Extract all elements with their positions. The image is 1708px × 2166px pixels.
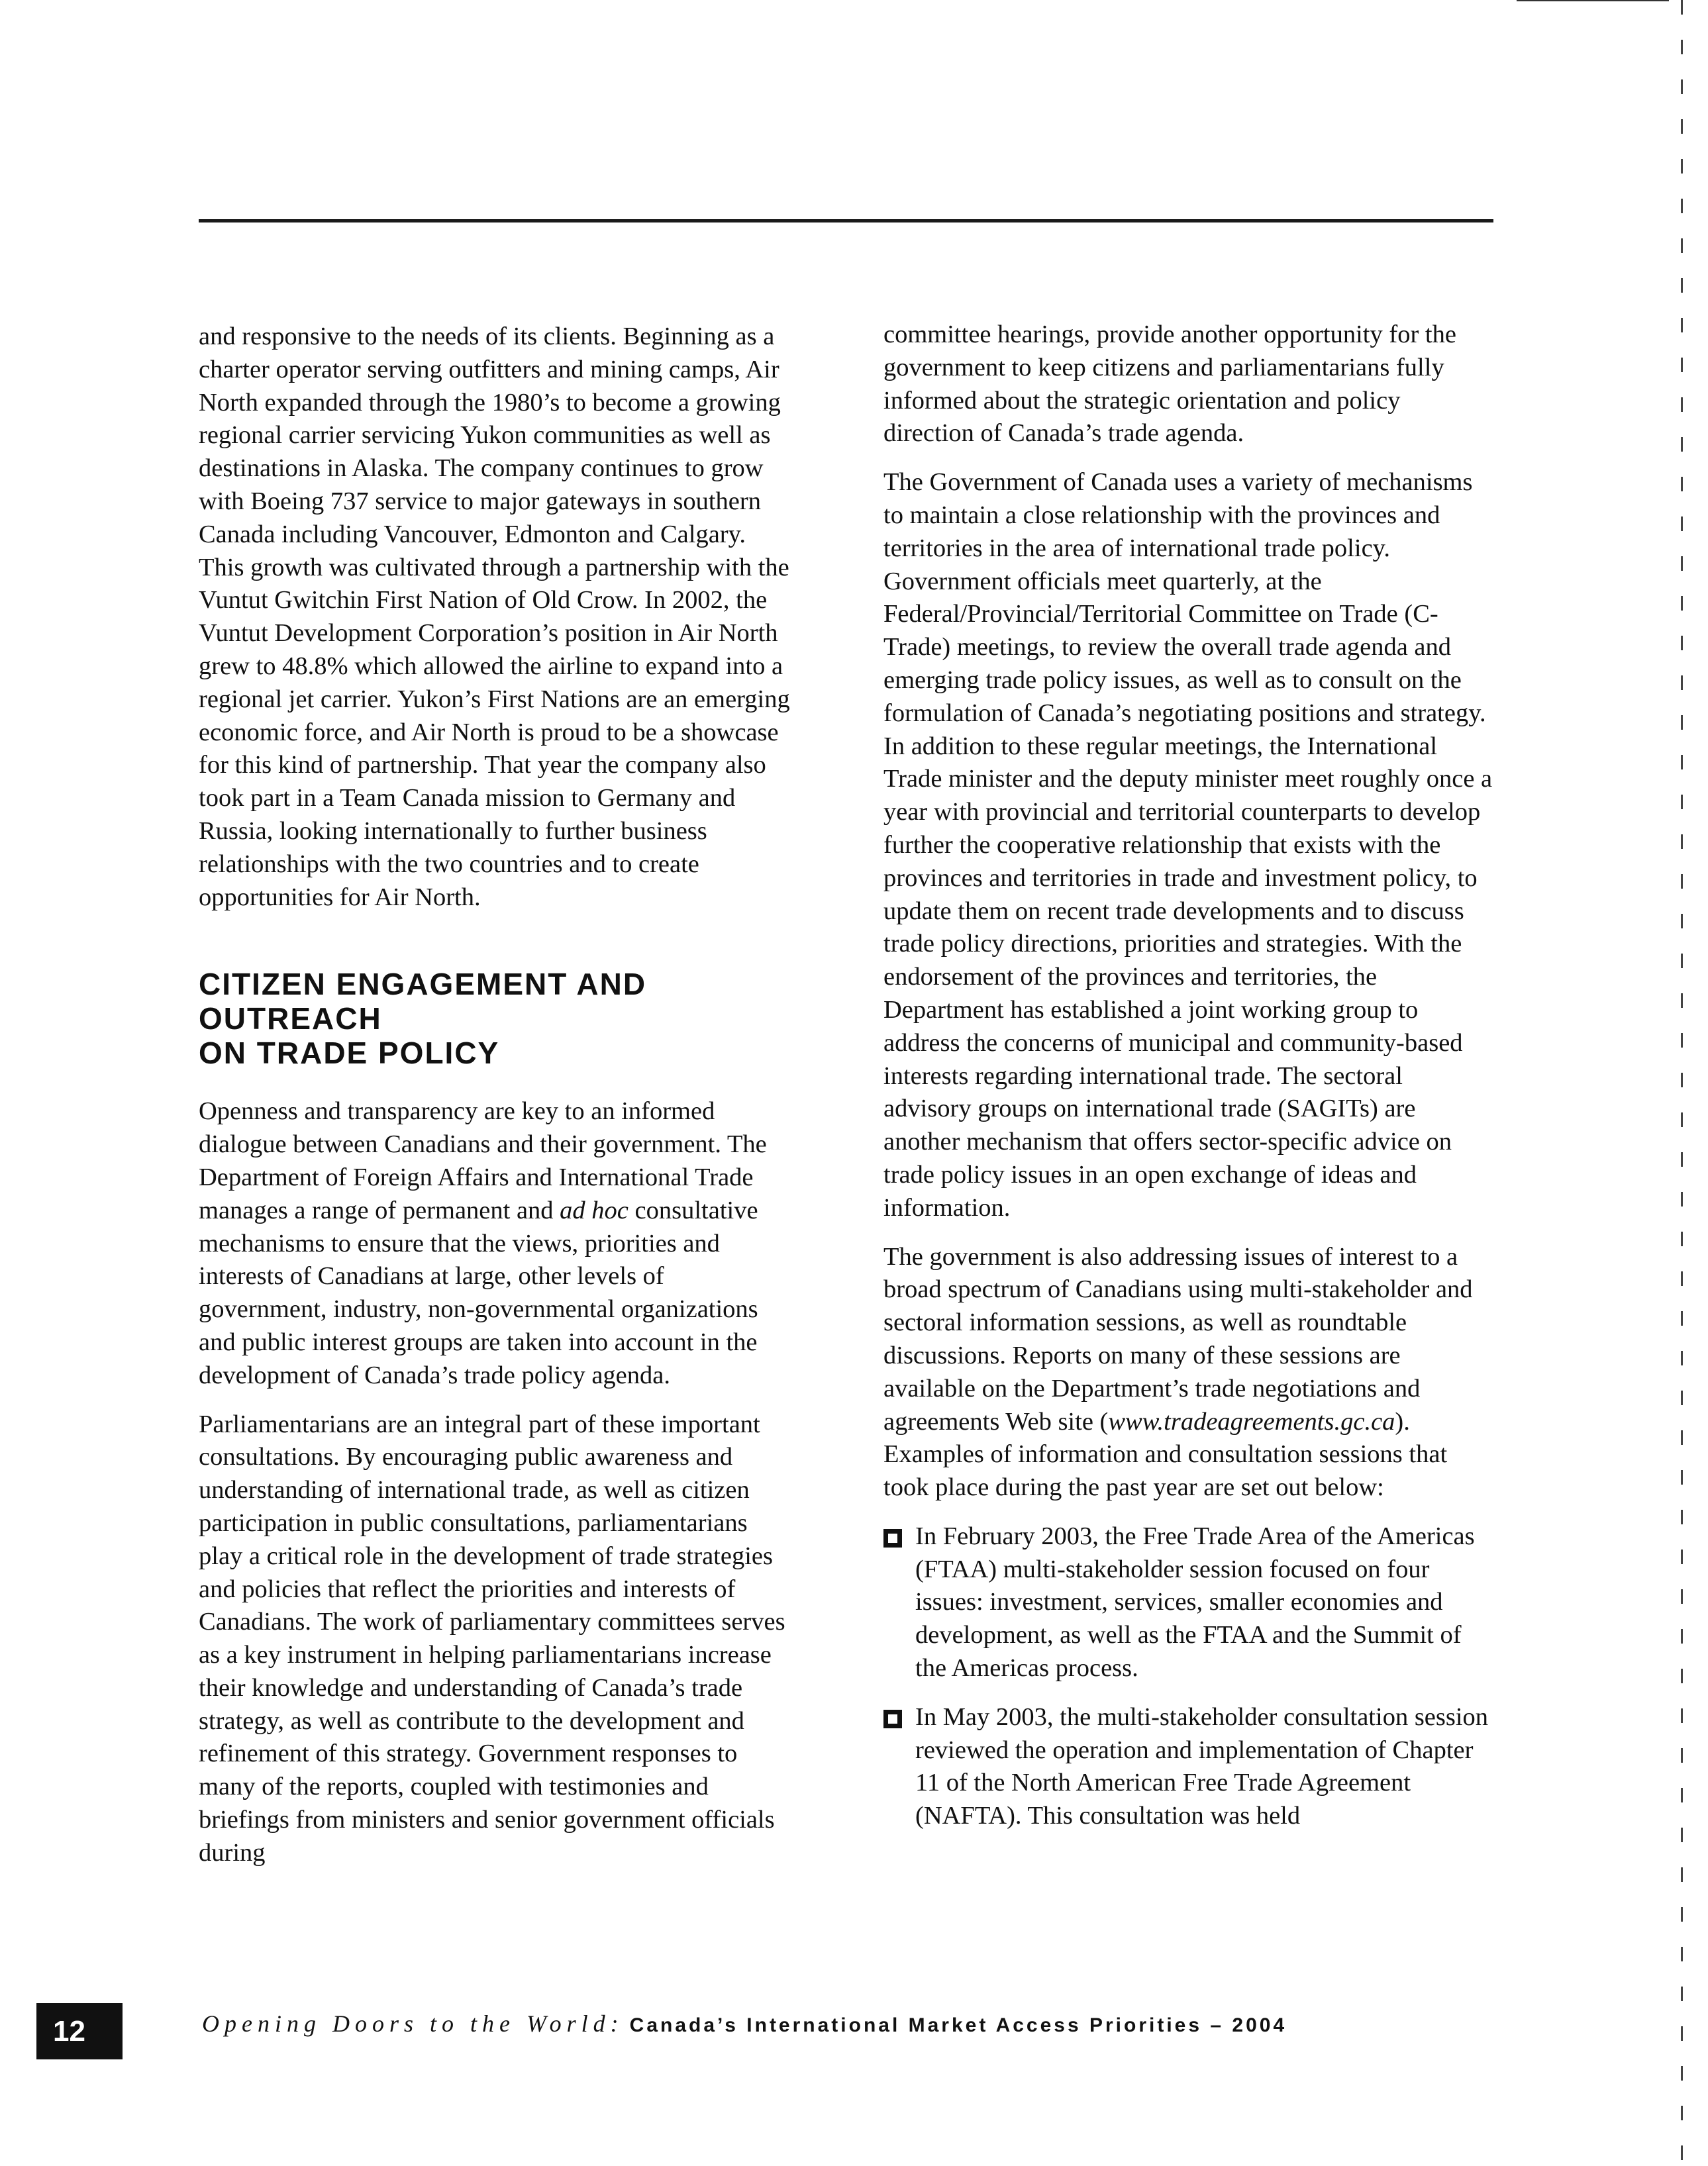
- right-paragraph-3-text-a: The government is also addressing issues of interest to a broad spectrum of Canadians using multi-stakeholder and sectoral information sessions, as well as roundtable discussions. Reports on many of these sessions are available on the Department’s trade negotiations and agreements Web site (: [883, 1242, 1473, 1436]
- list-item: [883, 1701, 1493, 1833]
- footer-subtitle: Canada’s International Market Access Priorities – 2004: [629, 2014, 1287, 2036]
- square-bullet-icon: [883, 1529, 902, 1548]
- consultation-list: [883, 1520, 1493, 1833]
- ad-hoc-italic: ad hoc: [560, 1196, 628, 1224]
- right-paragraph-3: [883, 1241, 1493, 1504]
- section-heading-line-2: ON TRADE POLICY: [199, 1036, 500, 1071]
- left-paragraph-2-text-b: consultative mechanisms to ensure that the views, priorities and interests of Canadians at large, other levels of government, industry, non-governmental organizations and public interest groups are taken into account in the development of Canada’s trade policy agenda.: [199, 1196, 758, 1389]
- section-heading: [199, 967, 795, 1070]
- left-paragraph-1: and responsive to the needs of its clients. Beginning as a charter operator serving outfitters and mining camps, Air North expanded through the 1980’s to become a growing regional carrier servicing Yukon communities as well as destinations in Alaska. The company continues to grow with Boeing 737 service to major gateways in southern Canada including Vancouver, Edmonton and Calgary. This growth was cultivated through a partnership with the Vuntut Gwitchin First Nation of Old Crow. In 2002, the Vuntut Development Corporation’s position in Air North grew to 48.8% which allowed the airline to expand into a regional jet carrier. Yukon’s First Nations are an emerging economic force, and Air North is proud to be a showcase for this kind of partnership. That year the company also took part in a Team Canada mission to Germany and Russia, looking internationally to further business relationships with the two countries and to create opportunities for Air North.: [199, 322, 790, 911]
- right-column: [883, 319, 1493, 1849]
- left-paragraph-2-text-a: Openness and transparency are key to an informed dialogue between Canadians and their government. The Department of Foreign Affairs and International Trade manages a range of permanent and: [199, 1097, 767, 1224]
- square-bullet-icon: [883, 1710, 902, 1728]
- corner-line: [1517, 0, 1669, 1]
- header-rule: [199, 219, 1493, 222]
- running-footer: [202, 2009, 1287, 2040]
- footer-title: Opening Doors to the World:: [202, 2010, 624, 2037]
- list-item: [883, 1520, 1493, 1685]
- list-item-text: In May 2003, the multi-stakeholder consultation session reviewed the operation and implementation of Chapter 11 of the North American Free Trade Agreement (NAFTA). This consultation was held: [915, 1702, 1489, 1830]
- right-paragraph-2: The Government of Canada uses a variety of mechanisms to maintain a close relationship with the provinces and territories in the area of international trade policy. Government officials meet quarterly, at the Federal/Provincial/Territorial Committee on Trade (C-Trade) meetings, to review the overall trade agenda and emerging trade policy issues, as well as to consult on the formulation of Canada’s negotiating positions and strategy. In addition to these regular meetings, the International Trade minister and the deputy minister meet roughly once a year with provincial and territorial counterparts to develop further the cooperative relationship that exists with the provinces and territories in trade and investment policy, to update them on recent trade developments and to discuss trade policy directions, priorities and strategies. With the endorsement of the provinces and territories, the Department has established a joint working group to address the concerns of municipal and community-based interests regarding international trade. The sectoral advisory groups on international trade (SAGITs) are another mechanism that offers sector-specific advice on trade policy issues in an open exchange of ideas and information.: [883, 468, 1493, 1222]
- right-paragraph-3-text-b: ). Examples of information and consultation sessions that took place during the past year are set out below:: [883, 1407, 1448, 1502]
- section-heading-line-1: CITIZEN ENGAGEMENT AND OUTREACH: [199, 967, 647, 1036]
- binding-edge: [1681, 0, 1683, 2166]
- page-number: 12: [53, 2015, 85, 2047]
- list-item-text: In February 2003, the Free Trade Area of the Americas (FTAA) multi-stakeholder session focused on four issues: investment, services, smaller economies and development, as well as the FTAA and the Summit of the Americas process.: [915, 1522, 1475, 1683]
- left-paragraph-3: Parliamentarians are an integral part of these important consultations. By encouraging public awareness and understanding of international trade, as well as citizen participation in public consultations, parliamentarians play a critical role in the development of trade strategies and policies that reflect the priorities and interests of Canadians. The work of parliamentary committees serves as a key instrument in helping parliamentarians increase their knowledge and understanding of Canada’s trade strategy, as well as contribute to the development and refinement of this strategy. Government responses to many of the reports, coupled with testimonies and briefings from ministers and senior government officials during: [199, 1410, 785, 1867]
- left-paragraph-2: [199, 1095, 795, 1392]
- left-column: [199, 320, 795, 1886]
- website-link[interactable]: www.tradeagreements.gc.ca: [1108, 1407, 1395, 1436]
- right-paragraph-1: committee hearings, provide another opportunity for the government to keep citizens and parliamentarians fully informed about the strategic orientation and policy direction of Canada’s trade agenda.: [883, 320, 1456, 448]
